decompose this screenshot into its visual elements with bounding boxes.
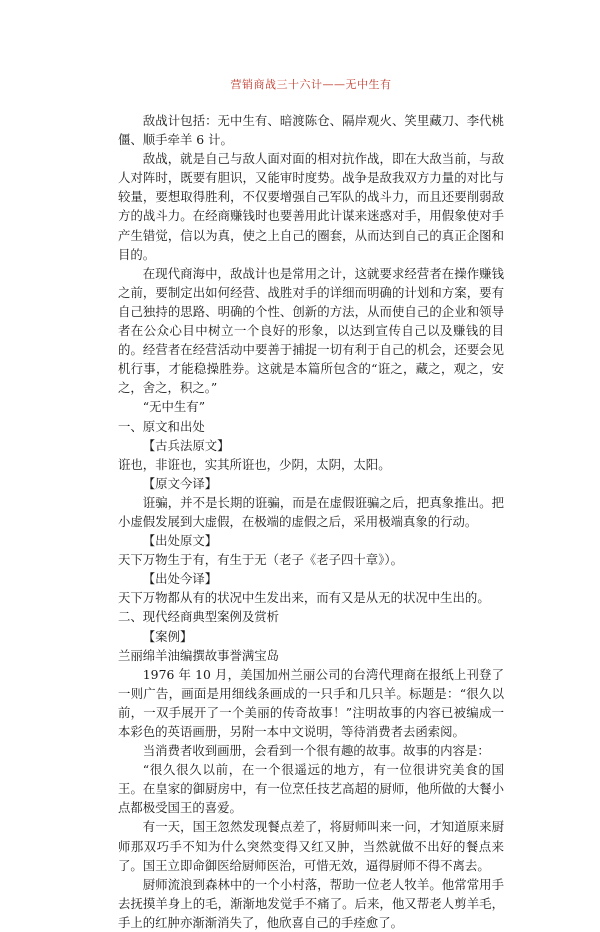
paragraph: 【出处原文】 xyxy=(142,533,218,549)
paragraph: 有一天，国王忽然发现餐点差了，将厨师叫来一问，才知道原来厨师那双巧手不知为什么突然变得又红又肿，当然就做不出好的餐点来了。国王立即命御医给厨师医治，可惜无效，逼得厨师不得不离去。 xyxy=(118,819,504,873)
paragraph: 兰丽绵羊油编撰故事誉满宝岛 xyxy=(118,647,280,663)
document-title: 营销商战三十六计——无中生有 xyxy=(230,78,392,91)
paragraph: 当消费者收到画册，会看到一个很有趣的故事。故事的内容是： xyxy=(142,743,490,759)
paragraph: 诳骗，并不是长期的诳骗，而是在虚假诳骗之后，把真象推出。把小虚假发展到大虚假，在极端的虚假之后，采用极端真象的行动。 xyxy=(118,494,504,529)
paragraph: 【案例】 xyxy=(142,628,193,644)
document-body xyxy=(118,111,504,932)
paragraph: 【原文今译】 xyxy=(142,475,218,491)
paragraph: “很久很久以前，在一个很遥远的地方，有一位很讲究美食的国王。在皇家的御厨房中，有一位烹任技艺高超的厨师，他所做的大餐小点都极受国王的喜爱。 xyxy=(118,762,504,816)
paragraph: 【出处今译】 xyxy=(142,571,218,587)
paragraph: 一、原文和出处 xyxy=(118,418,205,434)
paragraph: 敌战，就是自己与敌人面对面的相对抗作战，即在大敌当前，与敌人对阵时，既要有胆识，又能审时度势。战争是敌我双方力量的对比与较量，要想取得胜利，不仅要增强自己军队的战斗力，而且还要削弱敌方的战斗力。在经商赚钱时也要善用此计谋来迷惑对手，用假象使对手产生错觉，信以为真，使之上自己的圈套，从而达到自己的真正企图和目的。 xyxy=(118,151,504,262)
paragraph: “无中生有” xyxy=(142,399,206,415)
paragraph: 天下万物生于有，有生于无（老子《老子四十章》）。 xyxy=(118,552,403,568)
paragraph: 厨师流浪到森林中的一个小村落，帮助一位老人牧羊。他常常用手去抚摸羊身上的毛，渐渐地发觉手不痛了。后来，他又帮老人剪羊毛，手上的红肿亦渐渐消失了，他欣喜自己的手痊愈了。 xyxy=(118,876,504,930)
paragraph: 1976 年 10 月，美国加州兰丽公司的台湾代理商在报纸上刊登了一则广告，画面是用细线条画成的一只手和几只羊。标题是：“很久以前，一双手展开了一个美丽的传奇故事！”注明故事的内容已被编成一本彩色的英语画册，另附一本中文说明，等待消费者去函索阅。 xyxy=(118,666,504,739)
paragraph: 诳也，非诳也，实其所诳也，少阴，太阴，太阳。 xyxy=(118,456,391,472)
paragraph: 敌战计包括：无中生有、暗渡陈仓、隔岸观火、笑里藏刀、李代桃僵、顺手牵羊 6 计。 xyxy=(118,113,504,148)
paragraph: 在现代商海中，敌战计也是常用之计，这就要求经营者在操作赚钱之前，要制定出如何经营、战胜对手的详细而明确的计划和方案，要有自己独持的思路、明确的个性、创新的方法，从而使自己的企业和领导者在公众心目中树立一个良好的形象，以达到宣传自己以及赚钱的目的。经营者在经营活动中要善于捕捉一切有利于自己的机会，还要会见机行事，才能稳操胜券。这就是本篇所包含的“诳之，藏之，观之，安之，舍之，积之。” xyxy=(118,265,504,396)
paragraph: 【古兵法原文】 xyxy=(142,437,230,453)
paragraph: 二、现代经商典型案例及赏析 xyxy=(118,609,280,625)
paragraph: 天下万物都从有的状况中生发出来，而有又是从无的状况中生出的。 xyxy=(118,590,490,606)
